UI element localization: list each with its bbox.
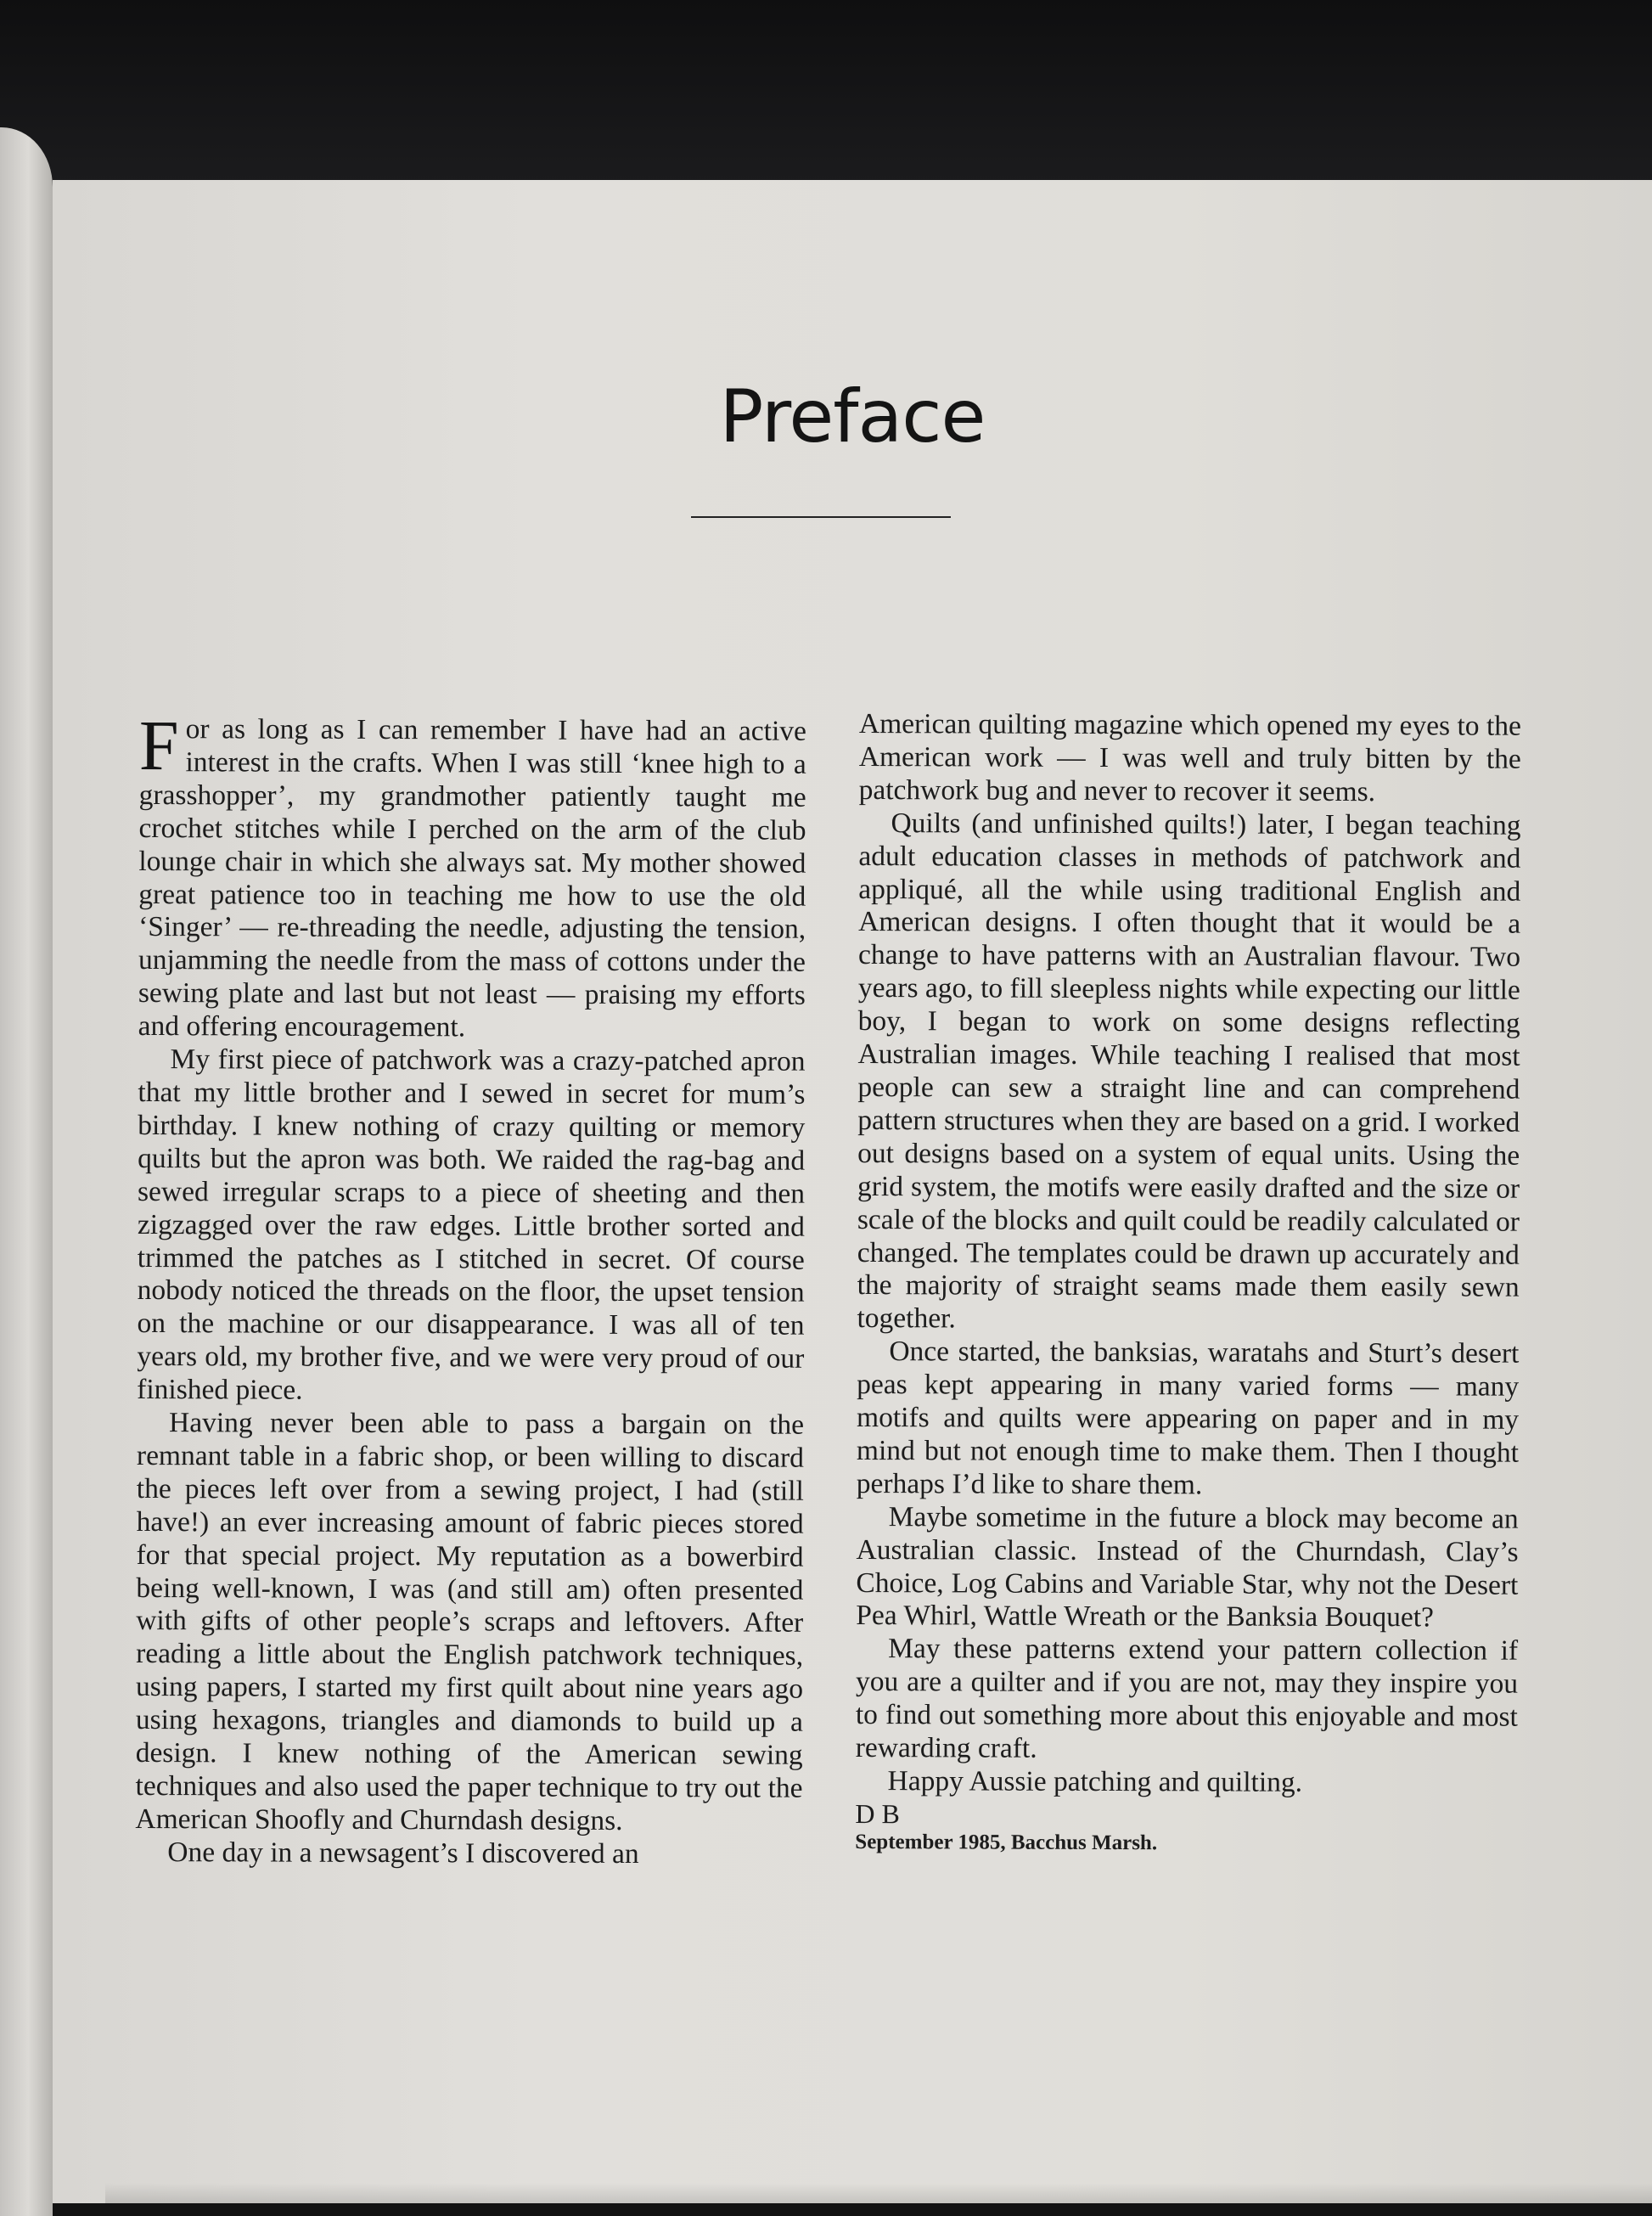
page-bottom-shadow (105, 2183, 1652, 2203)
signature-date-place: September 1985, Bacchus Marsh. (855, 1830, 1158, 1855)
closing-line: Happy Aussie patching and quilting. (887, 1765, 1303, 1798)
paragraph-7: Maybe sometime in the future a block may become an Australian classic. Instead of the Churndash, Clay’s Choice, Log Cabins and Variable Star, why not the Desert Pea Whirl, Wattle Wreath or the Banksia Bouquet? (856, 1500, 1519, 1634)
left-page-edge (0, 127, 53, 2216)
dark-background (0, 0, 1652, 183)
right-text-column (855, 708, 1521, 1859)
paragraph-6: Once started, the banksias, waratahs and Sturt’s desert peas kept appearing in many varied forms — many motifs and quilts were appearing on paper and in my mind but not enough time to make them. Then I thought perhaps I’d like to share them. (856, 1336, 1520, 1501)
paragraph-8: May these patterns extend your pattern collection if you are a quilter and if you are not, may they inspire you to find out something more about this enjoyable and most rewarding craft. (855, 1633, 1519, 1764)
paragraph-4-continued: American quilting magazine which opened my eyes to the American work — I was well and truly bitten by the patchwork bug and never to recover it seems. (858, 708, 1521, 807)
book-page (53, 180, 1652, 2203)
paragraph-1 (138, 706, 806, 1046)
title-divider (691, 516, 951, 518)
signature-initials: D B (855, 1797, 900, 1830)
paragraph-5: Quilts (and unfinished quilts!) later, I began teaching adult education classes in methods of patchwork and appliqué, all the while using traditional English and American designs. I often thought that it would be a change to have patterns with an Australian flavour. Two years ago, to fill sleepless nights while expecting our little boy, I began to work on some designs reflecting Australian images. While teaching I realised that most people can sew a straight line and can comprehend pattern structures when they are based on a grid. I worked out designs based on a system of equal units. Using the grid system, the motifs were easily drafted and the size or scale of the blocks and quilt could be readily calculated or changed. The templates could be drawn up accurately and the majority of straight seams made them easily sewn together. (857, 807, 1521, 1335)
paragraph-3: Having never been able to pass a bargain on the remnant table in a fabric shop, or been willing to discard the pieces left over from a sewing project, I had (still have!) an ever increasing amount of fabric pieces stored for that special project. My reputation as a bowerbird being well-known, I was (and still am) often presented with gifts of other people’s scraps and leftovers. After reading a little about the English patchwork techniques, using papers, I started my first quilt about nine years ago using hexagons, triangles and diamonds to build up a design. I knew nothing of the American sewing techniques and also used the paper technique to try out the American Shoofly and Churndash designs. (135, 1407, 805, 1836)
drop-cap: F (138, 706, 179, 786)
left-text-column (135, 706, 806, 1871)
page-title: Preface (719, 374, 986, 459)
paragraph-4-start: One day in a newsagent’s I discovered an (167, 1836, 639, 1870)
paragraph-1-text: or as long as I can remember I have had an active interest in the crafts. When I was still ‘knee high to a grasshopper’, my grandmother patiently taught me crochet stitches while I perched on the arm of the club lounge chair in which she always sat. My mother showed great patience too in teaching me how to use the old ‘Singer’ — re-threading the needle, adjusting the tension, unjamming the needle from the mass of cottons under the sewing plate and last but not least — praising my efforts and offering encouragement. (138, 713, 806, 1043)
paragraph-2: My first piece of patchwork was a crazy-patched apron that my little brother and I sewed in secret for mum’s birthday. I knew nothing of crazy quilting or memory quilts but the apron was both. We raided the rag-bag and sewed irregular scraps to a piece of sheeting and then zigzagged over the raw edges. Little brother sorted and trimmed the patches as I stitched in secret. Of course nobody noticed the threads on the floor, the upset tension on the machine or our disappearance. I was all of ten years old, my brother five, and we were very proud of our finished piece. (137, 1043, 806, 1406)
